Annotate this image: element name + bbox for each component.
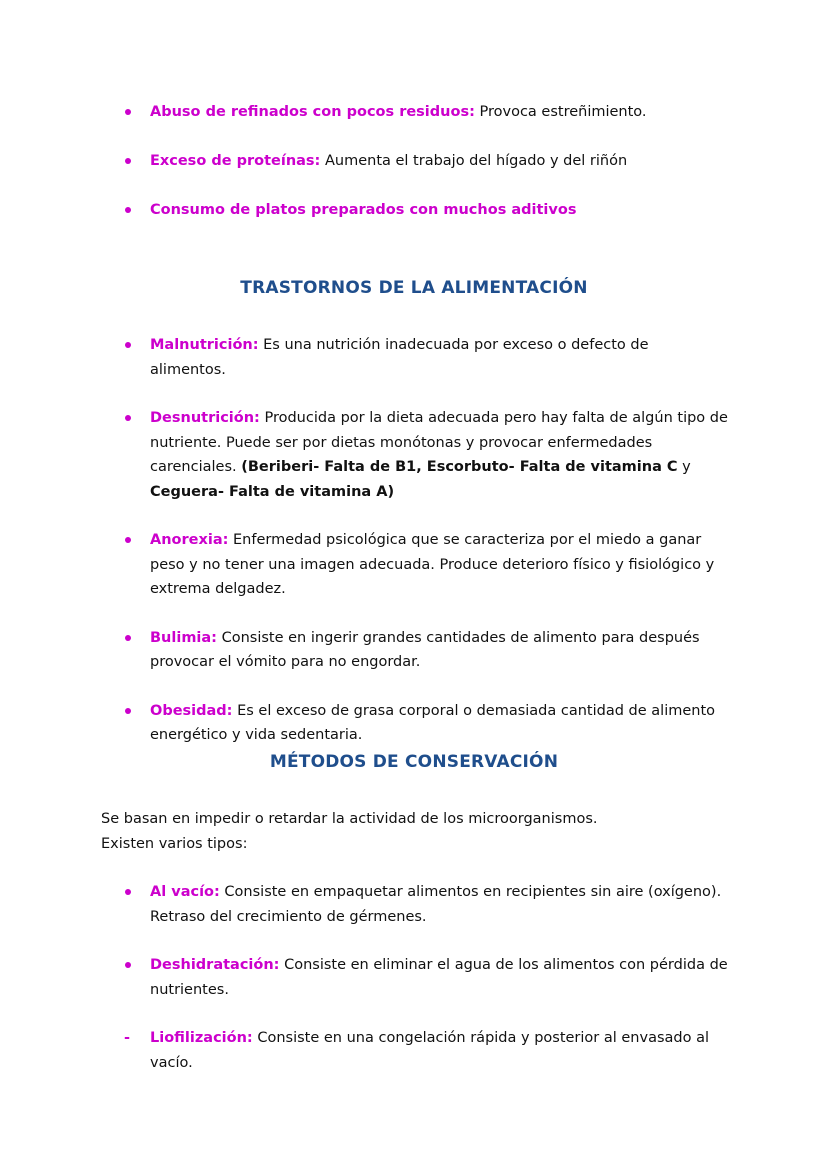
list-item — [0, 880, 828, 929]
item-term: Exceso de proteínas: — [150, 152, 321, 169]
item-term: Obesidad: — [150, 702, 233, 719]
bullet-icon — [125, 207, 131, 213]
item-text: Es el exceso de grasa corporal o demasiada cantidad de alimento energético y vida sedentaria. — [150, 702, 716, 743]
intro-line: Se basan en impedir o retardar la actividad de los microorganismos. — [101, 811, 598, 827]
section-intro — [101, 807, 741, 856]
metodos-list — [0, 880, 828, 1075]
list-item — [0, 953, 828, 1002]
item-text: Aumenta el trabajo del hígado y del riñón — [320, 152, 628, 169]
item-term: Consumo de platos preparados con muchos aditivos — [150, 202, 577, 218]
item-term: Malnutrición: — [150, 337, 259, 353]
bullet-icon — [125, 109, 131, 115]
item-text: Consiste en ingerir grandes cantidades de alimento para después provocar el vómito para no engordar. — [150, 629, 700, 670]
bullet-icon — [125, 158, 131, 164]
dash-marker: - — [124, 1030, 131, 1046]
bullet-icon — [125, 415, 131, 421]
item-note-2: Ceguera- Falta de vitamina A) — [150, 483, 395, 500]
item-term: Deshidratación: — [150, 957, 280, 973]
section-title-metodos: MÉTODOS DE CONSERVACIÓN — [269, 752, 559, 772]
bullet-icon — [125, 342, 131, 348]
item-text: Consiste en eliminar el agua de los alimentos con pérdida de nutrientes. — [150, 957, 728, 998]
list-item — [0, 699, 828, 748]
intro-line: Existen varios tipos: — [101, 835, 248, 852]
item-text: Provoca estreñimiento. — [474, 104, 647, 120]
item-text: Consiste en empaquetar alimentos en recipientes sin aire (oxígeno). Retraso del crecimiento de gérmenes. — [150, 884, 722, 925]
item-text: Es una nutrición inadecuada por exceso o defecto de alimentos. — [150, 337, 649, 378]
item-term: Bulimia: — [150, 629, 217, 646]
item-term: Desnutrición: — [150, 410, 260, 426]
item-text: Consiste en una congelación rápida y posterior al envasado al vacío. — [150, 1030, 709, 1071]
list-item — [0, 626, 828, 675]
item-text: Enfermedad psicológica que se caracteriza por el miedo a ganar peso y no tener una imagen adecuada. Produce deterioro físico y fisiológico y extrema delgadez. — [150, 532, 715, 597]
list-item — [0, 149, 828, 174]
item-term: Abuso de refinados con pocos residuos: — [150, 104, 475, 120]
item-text: Producida por la dieta adecuada pero hay falta de algún tipo de nutriente. Puede ser por dietas monótonas y provocar enfermedades carenciales. — [150, 410, 728, 475]
list-item — [0, 406, 828, 504]
list-item — [0, 528, 828, 602]
item-term: Liofilización: — [150, 1030, 253, 1046]
bullet-icon — [125, 962, 131, 968]
list-item — [0, 100, 828, 125]
section-title-trastornos: TRASTORNOS DE LA ALIMENTACIÓN — [240, 278, 588, 298]
top-list — [0, 100, 828, 223]
item-term: Al vacío: — [150, 884, 220, 900]
bullet-icon — [125, 708, 131, 714]
item-note: (Beriberi- Falta de B1, Escorbuto- Falta de vitamina C — [241, 459, 678, 475]
list-item — [0, 198, 828, 223]
bullet-icon — [125, 537, 131, 543]
bullet-icon — [125, 635, 131, 641]
trastornos-list — [0, 333, 828, 748]
item-note-join: y — [677, 459, 691, 475]
list-item — [0, 333, 828, 382]
item-term: Anorexia: — [150, 532, 229, 548]
bullet-icon — [125, 889, 131, 895]
list-item — [0, 1026, 828, 1075]
